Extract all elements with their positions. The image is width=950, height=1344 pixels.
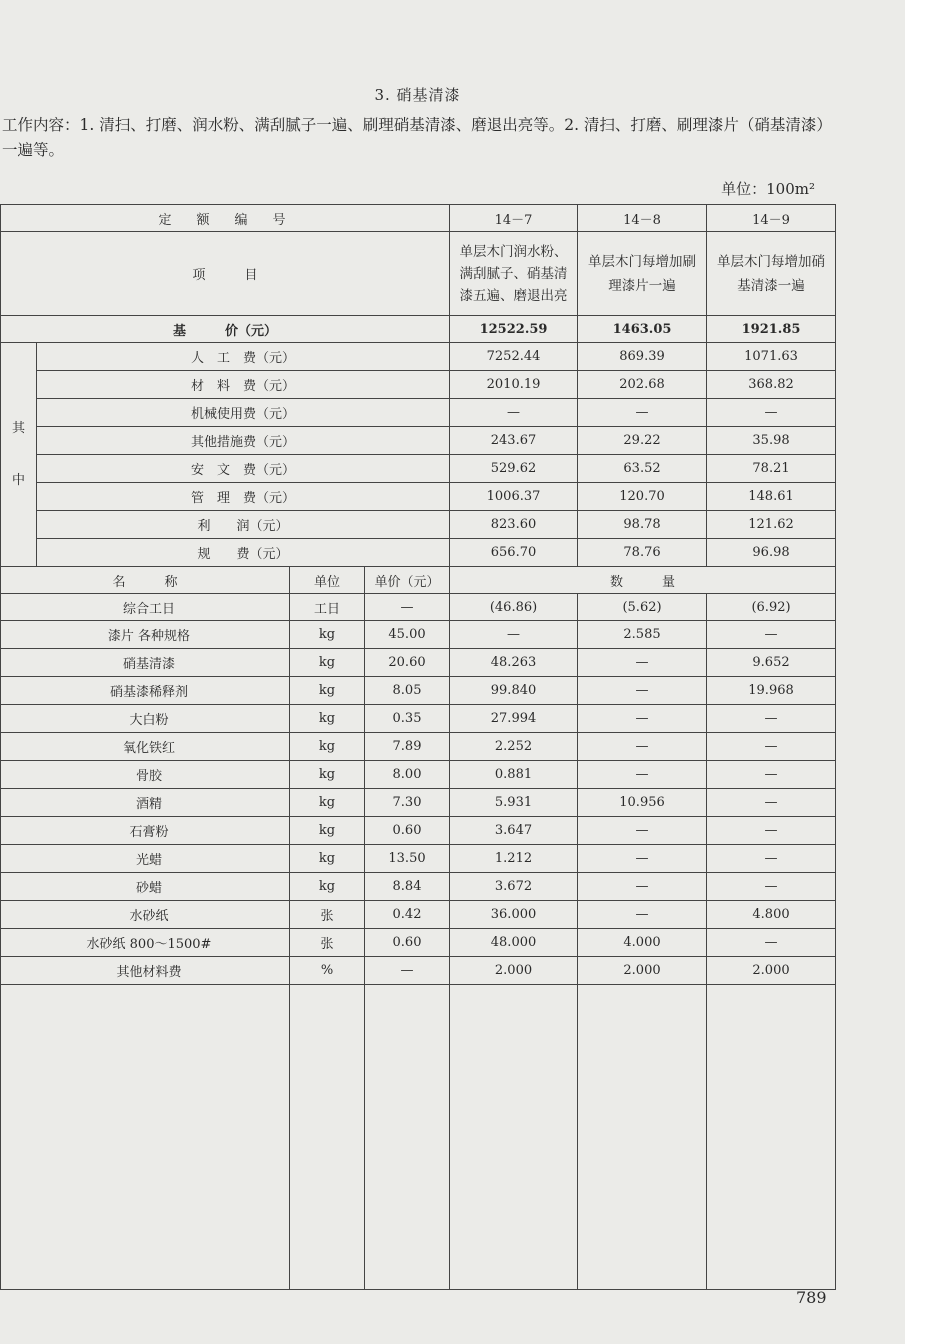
table-row <box>1 873 836 901</box>
material-unit: kg <box>290 845 365 873</box>
material-qty-14-8: 2.000 <box>578 957 707 985</box>
material-unit-header: 单位 <box>290 567 365 594</box>
material-name: 硝基清漆 <box>1 649 290 677</box>
material-unit: kg <box>290 677 365 705</box>
cost-value: 63.52 <box>578 455 707 483</box>
cost-value: — <box>450 399 578 427</box>
item-14-7: 单层木门润水粉、满刮腻子、硝基清漆五遍、磨退出亮 <box>450 232 578 316</box>
material-qty-14-9: — <box>707 873 836 901</box>
material-unit: kg <box>290 817 365 845</box>
material-unit: kg <box>290 621 365 649</box>
material-qty-14-8: — <box>578 705 707 733</box>
material-name: 氧化铁红 <box>1 733 290 761</box>
material-price-header: 单价（元） <box>365 567 450 594</box>
base-price-14-9: 1921.85 <box>707 316 836 343</box>
material-price: 20.60 <box>365 649 450 677</box>
table-row <box>1 929 836 957</box>
material-qty-14-7: 0.881 <box>450 761 578 789</box>
cost-value: 2010.19 <box>450 371 578 399</box>
material-price: 0.60 <box>365 929 450 957</box>
material-qty-14-7: 2.252 <box>450 733 578 761</box>
material-name: 其他材料费 <box>1 957 290 985</box>
material-qty-14-7: 99.840 <box>450 677 578 705</box>
cost-value: — <box>707 399 836 427</box>
table-row <box>1 705 836 733</box>
cost-row-label: 利 润（元） <box>37 511 450 539</box>
cost-value: 96.98 <box>707 539 836 567</box>
cost-row-label: 管 理 费（元） <box>37 483 450 511</box>
cost-value: 529.62 <box>450 455 578 483</box>
labor-value: (6.92) <box>707 594 836 621</box>
cost-row-label: 人 工 费（元） <box>37 343 450 371</box>
material-qty-14-8: — <box>578 677 707 705</box>
material-name: 酒精 <box>1 789 290 817</box>
material-qty-14-7: 27.994 <box>450 705 578 733</box>
code-14-8: 14－8 <box>578 205 707 232</box>
material-price: 7.30 <box>365 789 450 817</box>
table-row <box>1 957 836 985</box>
material-qty-14-7: 1.212 <box>450 845 578 873</box>
material-name: 水砂纸 <box>1 901 290 929</box>
material-qty-14-7: — <box>450 621 578 649</box>
material-qty-14-8: — <box>578 649 707 677</box>
material-unit: kg <box>290 705 365 733</box>
table-row <box>1 901 836 929</box>
cost-value: 121.62 <box>707 511 836 539</box>
material-price: 0.60 <box>365 817 450 845</box>
material-unit: kg <box>290 649 365 677</box>
cost-value: 78.76 <box>578 539 707 567</box>
material-unit: kg <box>290 761 365 789</box>
material-unit: kg <box>290 789 365 817</box>
cost-value: 148.61 <box>707 483 836 511</box>
of-which-label: 其 中 <box>1 343 37 567</box>
material-qty-14-7: 36.000 <box>450 901 578 929</box>
material-qty-14-8: 2.585 <box>578 621 707 649</box>
table-row <box>1 677 836 705</box>
cost-row-label: 机械使用费（元） <box>37 399 450 427</box>
cost-value: 869.39 <box>578 343 707 371</box>
material-quantity-header: 数 量 <box>450 567 836 594</box>
item-14-9: 单层木门每增加硝基清漆一遍 <box>707 232 836 316</box>
material-qty-14-8: — <box>578 733 707 761</box>
cost-value: 243.67 <box>450 427 578 455</box>
material-name: 砂蜡 <box>1 873 290 901</box>
material-name: 石膏粉 <box>1 817 290 845</box>
material-name: 光蜡 <box>1 845 290 873</box>
cost-value: 35.98 <box>707 427 836 455</box>
material-qty-14-7: 5.931 <box>450 789 578 817</box>
table-row <box>1 845 836 873</box>
material-qty-14-9: — <box>707 817 836 845</box>
material-name-header: 名 称 <box>1 567 290 594</box>
code-14-7: 14－7 <box>450 205 578 232</box>
material-qty-14-8: — <box>578 817 707 845</box>
material-unit: kg <box>290 873 365 901</box>
material-name: 漆片 各种规格 <box>1 621 290 649</box>
table-row <box>1 649 836 677</box>
material-rows <box>1 621 836 985</box>
section-title: 3. 硝基清漆 <box>374 86 461 104</box>
material-qty-14-7: 48.263 <box>450 649 578 677</box>
cost-value: 823.60 <box>450 511 578 539</box>
material-qty-14-9: 19.968 <box>707 677 836 705</box>
material-price: 0.35 <box>365 705 450 733</box>
material-name: 骨胶 <box>1 761 290 789</box>
material-qty-14-9: 4.800 <box>707 901 836 929</box>
work-content: 工作内容：1. 清扫、打磨、润水粉、满刮腻子一遍、刷理硝基清漆、磨退出亮等。2. 清扫、打磨、刷理漆片（硝基清漆）一遍等。 <box>2 116 832 159</box>
code-14-9: 14－9 <box>707 205 836 232</box>
material-qty-14-9: — <box>707 621 836 649</box>
cost-row-label: 材 料 费（元） <box>37 371 450 399</box>
quota-no-label: 定 额 编 号 <box>1 205 450 232</box>
table-row <box>1 817 836 845</box>
material-qty-14-8: — <box>578 761 707 789</box>
labor-value: (46.86) <box>450 594 578 621</box>
page-number: 789 <box>796 1288 827 1307</box>
material-qty-14-8: 4.000 <box>578 929 707 957</box>
cost-value: 29.22 <box>578 427 707 455</box>
material-price: 7.89 <box>365 733 450 761</box>
material-name: 水砂纸 800～1500# <box>1 929 290 957</box>
unit-label: 单位：100m² <box>721 180 815 198</box>
material-qty-14-9: 9.652 <box>707 649 836 677</box>
material-price: 45.00 <box>365 621 450 649</box>
labor-price: — <box>365 594 450 621</box>
material-unit: kg <box>290 733 365 761</box>
material-qty-14-9: — <box>707 761 836 789</box>
material-price: 8.84 <box>365 873 450 901</box>
base-price-14-8: 1463.05 <box>578 316 707 343</box>
material-qty-14-9: — <box>707 705 836 733</box>
material-unit: 张 <box>290 929 365 957</box>
material-name: 大白粉 <box>1 705 290 733</box>
cost-value: 120.70 <box>578 483 707 511</box>
labor-unit: 工日 <box>290 594 365 621</box>
cost-value: 1071.63 <box>707 343 836 371</box>
material-qty-14-9: — <box>707 733 836 761</box>
item-14-8: 单层木门每增加刷理漆片一遍 <box>578 232 707 316</box>
material-name: 硝基漆稀释剂 <box>1 677 290 705</box>
material-qty-14-8: — <box>578 901 707 929</box>
item-label: 项 目 <box>1 232 450 316</box>
table-row <box>1 789 836 817</box>
material-qty-14-8: 10.956 <box>578 789 707 817</box>
material-price: 0.42 <box>365 901 450 929</box>
material-qty-14-9: 2.000 <box>707 957 836 985</box>
base-price-14-7: 12522.59 <box>450 316 578 343</box>
material-qty-14-9: — <box>707 845 836 873</box>
cost-row-label: 安 文 费（元） <box>37 455 450 483</box>
material-price: 13.50 <box>365 845 450 873</box>
table-row <box>1 761 836 789</box>
material-qty-14-7: 48.000 <box>450 929 578 957</box>
table-row <box>1 621 836 649</box>
material-qty-14-9: — <box>707 929 836 957</box>
cost-value: 1006.37 <box>450 483 578 511</box>
cost-value: 368.82 <box>707 371 836 399</box>
cost-row-label: 其他措施费（元） <box>37 427 450 455</box>
base-price-label: 基 价（元） <box>1 316 450 343</box>
material-price: 8.00 <box>365 761 450 789</box>
material-price: 8.05 <box>365 677 450 705</box>
material-qty-14-9: — <box>707 789 836 817</box>
cost-value: 78.21 <box>707 455 836 483</box>
cost-value: 202.68 <box>578 371 707 399</box>
cost-row-label: 规 费（元） <box>37 539 450 567</box>
cost-value: 7252.44 <box>450 343 578 371</box>
material-unit: % <box>290 957 365 985</box>
quota-table <box>0 204 836 1290</box>
table-row <box>1 733 836 761</box>
cost-value: — <box>578 399 707 427</box>
material-unit: 张 <box>290 901 365 929</box>
material-qty-14-8: — <box>578 873 707 901</box>
material-qty-14-7: 3.647 <box>450 817 578 845</box>
table-filler-row <box>1 985 836 1290</box>
labor-value: (5.62) <box>578 594 707 621</box>
cost-value: 656.70 <box>450 539 578 567</box>
labor-name: 综合工日 <box>1 594 290 621</box>
material-price: — <box>365 957 450 985</box>
material-qty-14-7: 3.672 <box>450 873 578 901</box>
material-qty-14-8: — <box>578 845 707 873</box>
cost-value: 98.78 <box>578 511 707 539</box>
material-qty-14-7: 2.000 <box>450 957 578 985</box>
